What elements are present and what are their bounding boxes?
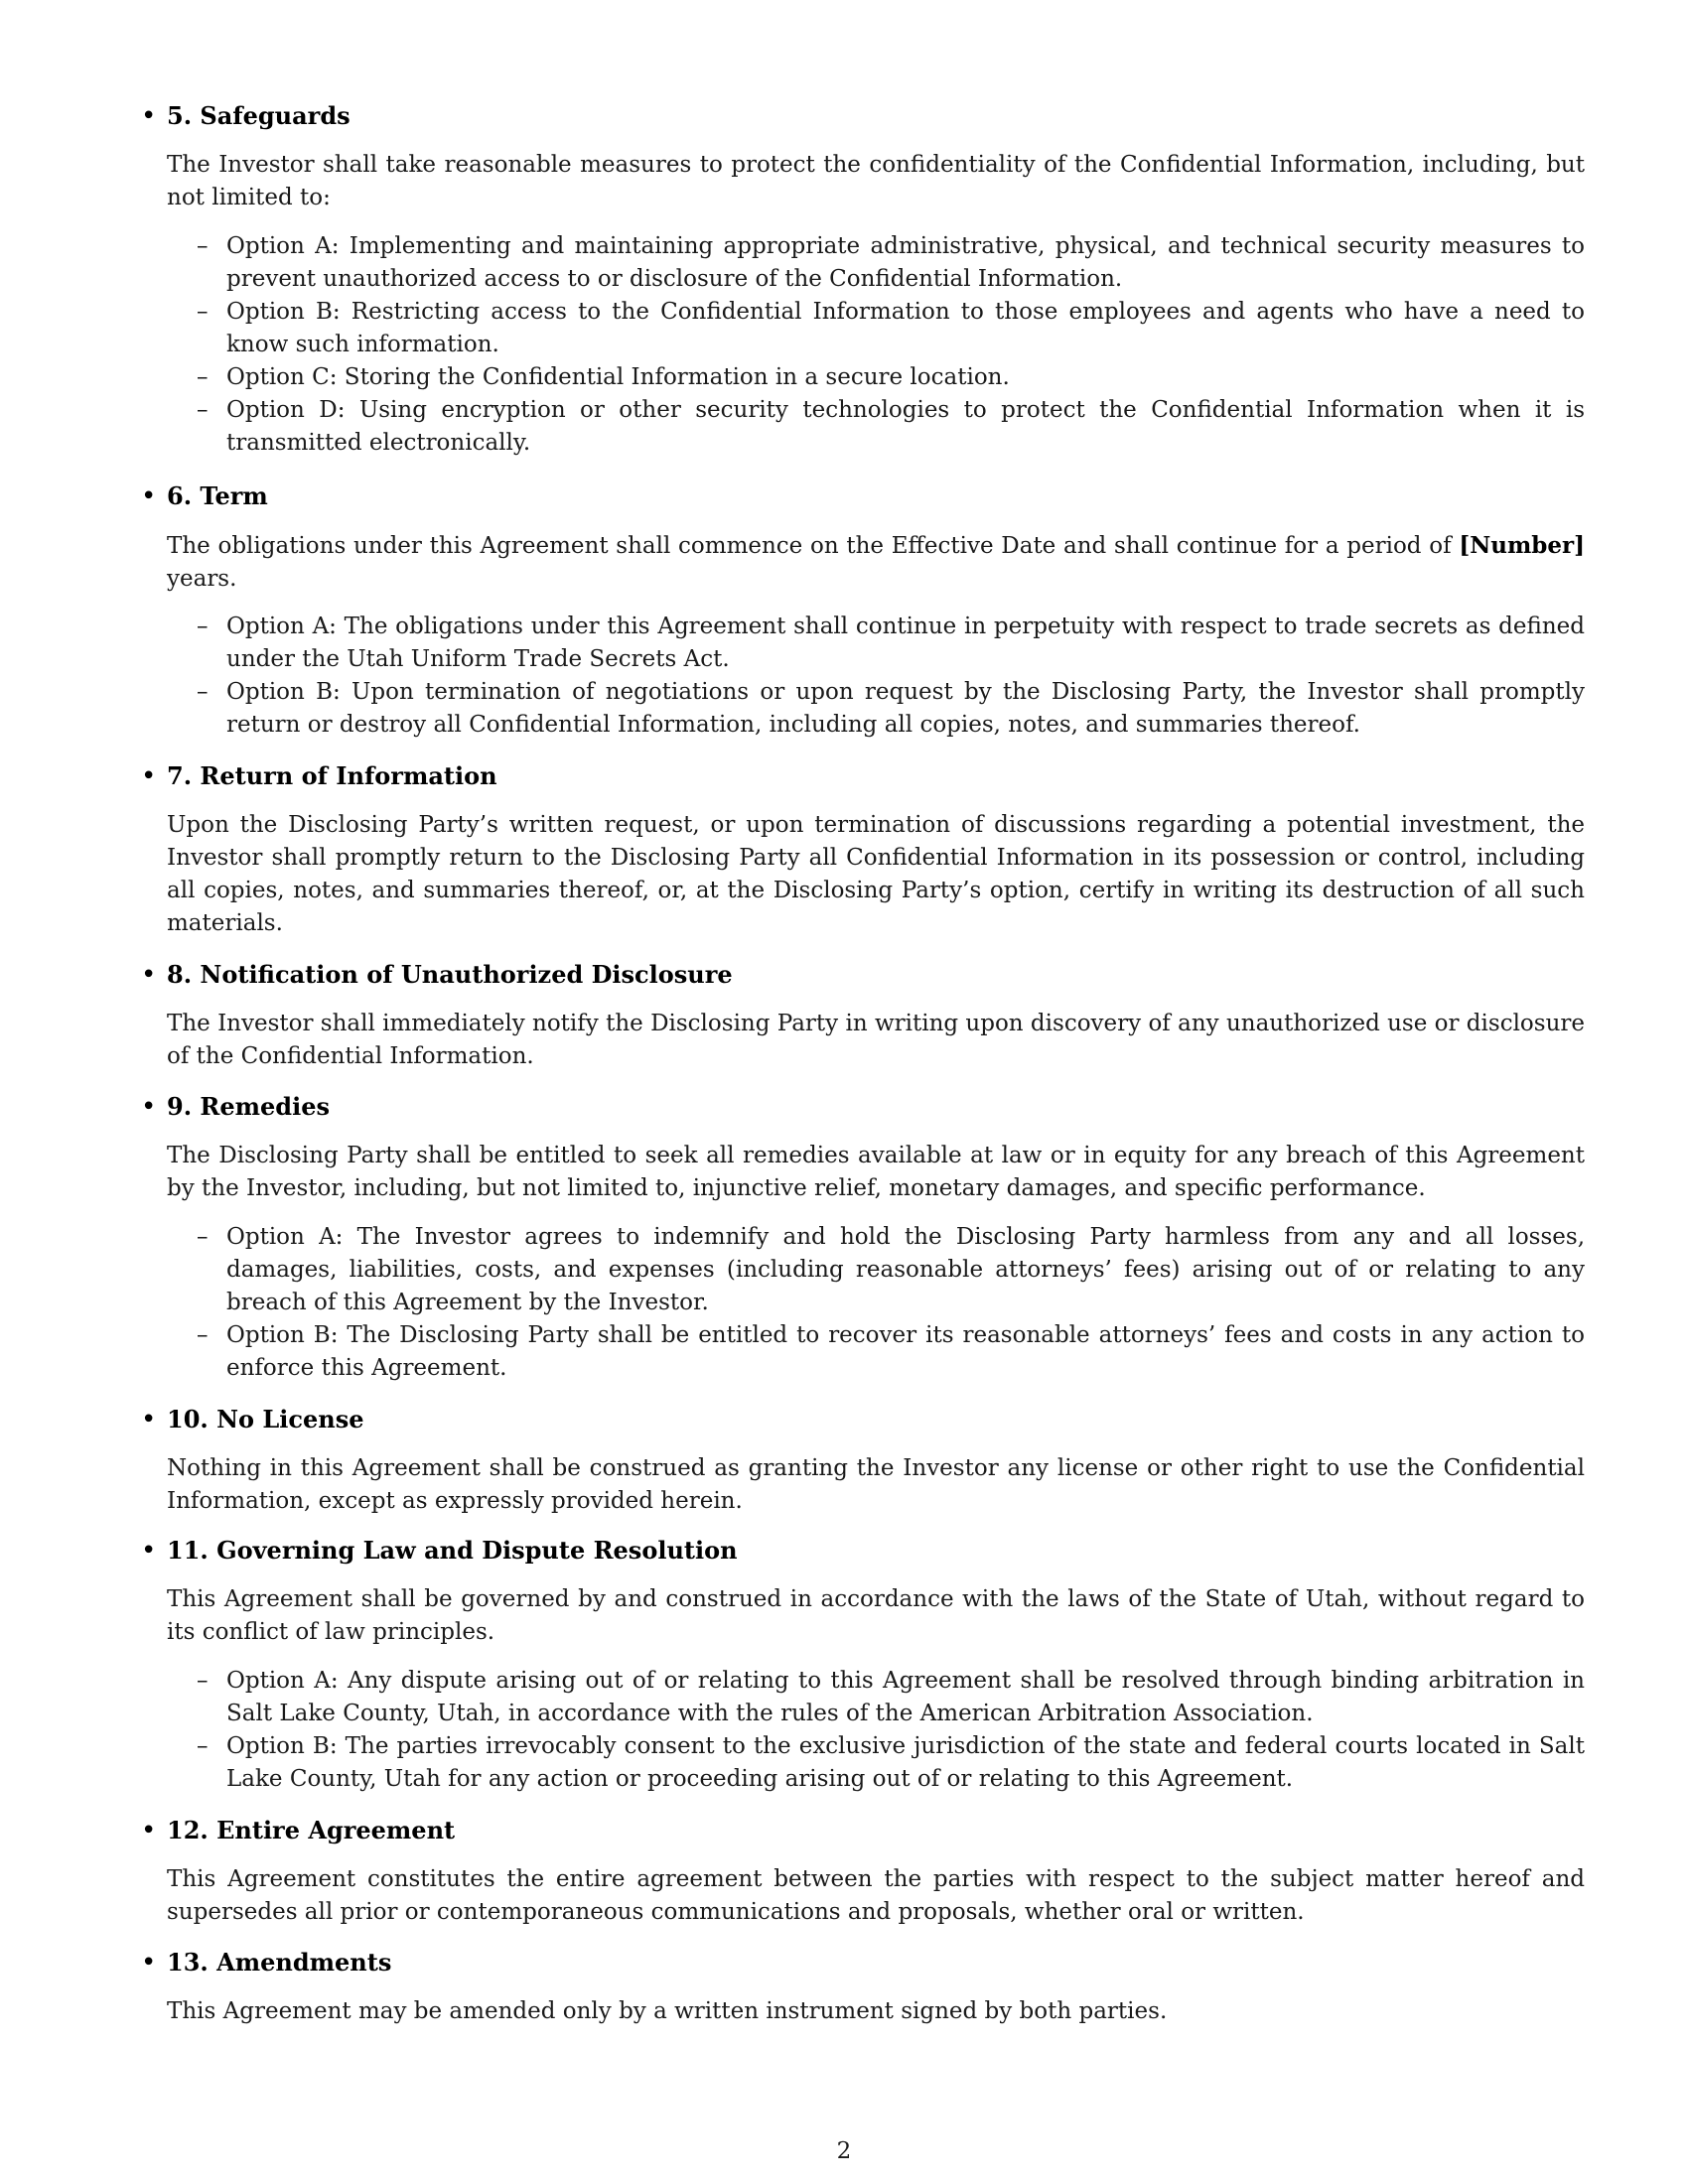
section-heading: 6. Term (167, 481, 268, 510)
section-body: This Agreement may be amended only by a written instrument signed by both parties. (167, 1998, 1168, 2024)
option-item (197, 1665, 1585, 1730)
option-item (197, 676, 1585, 742)
section-heading: 12. Entire Agreement (167, 1816, 456, 1844)
option-item (197, 1730, 1585, 1796)
section-body: The Investor shall immediately notify the Disclosing Party in writing upon discovery of any unauthorized use or disclosure of the Confidential Information. (167, 1011, 1585, 1069)
dash-icon: – (197, 679, 209, 705)
section-body: Upon the Disclosing Party’s written request, or upon termination of discussions regarding a potential investment, the Investor shall promptly return to the Disclosing Party all Confidential Information in its possession or control, including all copies, notes, and summaries thereof, or, at the Disclosing Party’s option, certify in writing its destruction of all such materials. (167, 812, 1585, 936)
section-heading: 9. Remedies (167, 1092, 330, 1121)
section-heading: 11. Governing Law and Dispute Resolution (167, 1536, 738, 1565)
section-body: The Disclosing Party shall be entitled to seek all remedies available at law or in equity for any breach of this Agreement by the Investor, including, but not limited to, injunctive relief, monetary damages, and specific performance. (167, 1143, 1585, 1201)
option-item (197, 230, 1585, 296)
bullet-icon: • (141, 101, 157, 131)
option-text: Option C: Storing the Confidential Information in a secure location. (226, 364, 1010, 390)
option-item (197, 611, 1585, 676)
option-text: Option B: The Disclosing Party shall be entitled to recover its reasonable attorneys’ fees and costs in any action to enforce this Agreement. (226, 1322, 1585, 1381)
body-text: The obligations under this Agreement shall commence on the Effective Date and shall continue for a period of (167, 533, 1452, 559)
section-body: This Agreement shall be governed by and construed in accordance with the laws of the State of Utah, without regard to its conflict of law principles. (167, 1586, 1585, 1645)
option-item (197, 296, 1585, 361)
dash-icon: – (197, 1322, 209, 1348)
bullet-icon: • (141, 1092, 157, 1122)
dash-icon: – (197, 614, 209, 639)
section-heading: 8. Notification of Unauthorized Disclosure (167, 960, 733, 989)
option-list (197, 1665, 1585, 1796)
section-body: The Investor shall take reasonable measures to protect the confidentiality of the Confidential Information, including, but not limited to: (167, 152, 1585, 210)
option-item (197, 361, 1585, 394)
bullet-icon: • (141, 1536, 157, 1566)
option-text: Option B: Restricting access to the Confidential Information to those employees and agents who have a need to know such information. (226, 299, 1585, 357)
option-item (197, 1221, 1585, 1319)
dash-icon: – (197, 233, 209, 259)
option-text: Option A: The Investor agrees to indemnify and hold the Disclosing Party harmless from any and all losses, damages, liabilities, costs, and expenses (including reasonable attorneys’ fees) arising out of or relating to any breach of this Agreement by the Investor. (226, 1224, 1585, 1315)
bullet-icon: • (141, 1405, 157, 1434)
option-text: Option B: Upon termination of negotiations or upon request by the Disclosing Party, the Investor shall promptly return or destroy all Confidential Information, including all copies, notes, and summaries thereof. (226, 679, 1585, 738)
bullet-icon: • (141, 1816, 157, 1845)
section-heading: 5. Safeguards (167, 101, 351, 130)
option-text: Option A: Any dispute arising out of or relating to this Agreement shall be resolved through binding arbitration in Salt Lake County, Utah, in accordance with the rules of the American Arbitration Association. (226, 1668, 1585, 1726)
dash-icon: – (197, 299, 209, 325)
option-text: Option A: Implementing and maintaining appropriate administrative, physical, and technical security measures to prevent unauthorized access to or disclosure of the Confidential Information. (226, 233, 1585, 292)
option-list (197, 1221, 1585, 1385)
bullet-icon: • (141, 761, 157, 791)
option-list (197, 230, 1585, 460)
option-text: Option D: Using encryption or other security technologies to protect the Confidential Information when it is transmitted electronically. (226, 397, 1585, 456)
bullet-icon: • (141, 481, 157, 511)
page-number: 2 (836, 2138, 852, 2164)
section-heading: 13. Amendments (167, 1948, 392, 1977)
option-list (197, 611, 1585, 742)
section-heading: 7. Return of Information (167, 761, 497, 790)
number-placeholder: [Number] (1459, 532, 1586, 559)
dash-icon: – (197, 1224, 209, 1250)
body-text-after: years. (167, 566, 237, 592)
option-text: Option A: The obligations under this Agreement shall continue in perpetuity with respect to trade secrets as defined under the Utah Uniform Trade Secrets Act. (226, 614, 1585, 672)
section-body: Nothing in this Agreement shall be construed as granting the Investor any license or other right to use the Confidential Information, except as expressly provided herein. (167, 1455, 1585, 1514)
dash-icon: – (197, 1733, 209, 1759)
section-heading: 10. No License (167, 1405, 364, 1433)
option-item (197, 394, 1585, 460)
option-text: Option B: The parties irrevocably consent to the exclusive jurisdiction of the state and federal courts located in Salt Lake County, Utah for any action or proceeding arising out of or relating to this Agreement. (226, 1733, 1585, 1792)
dash-icon: – (197, 397, 209, 423)
bullet-icon: • (141, 960, 157, 990)
bullet-icon: • (141, 1948, 157, 1978)
option-item (197, 1319, 1585, 1385)
dash-icon: – (197, 364, 209, 390)
section-body: This Agreement constitutes the entire agreement between the parties with respect to the subject matter hereof and supersedes all prior or contemporaneous communications and proposals, whether oral or written. (167, 1866, 1585, 1925)
dash-icon: – (197, 1668, 209, 1694)
section-body (167, 529, 1585, 596)
